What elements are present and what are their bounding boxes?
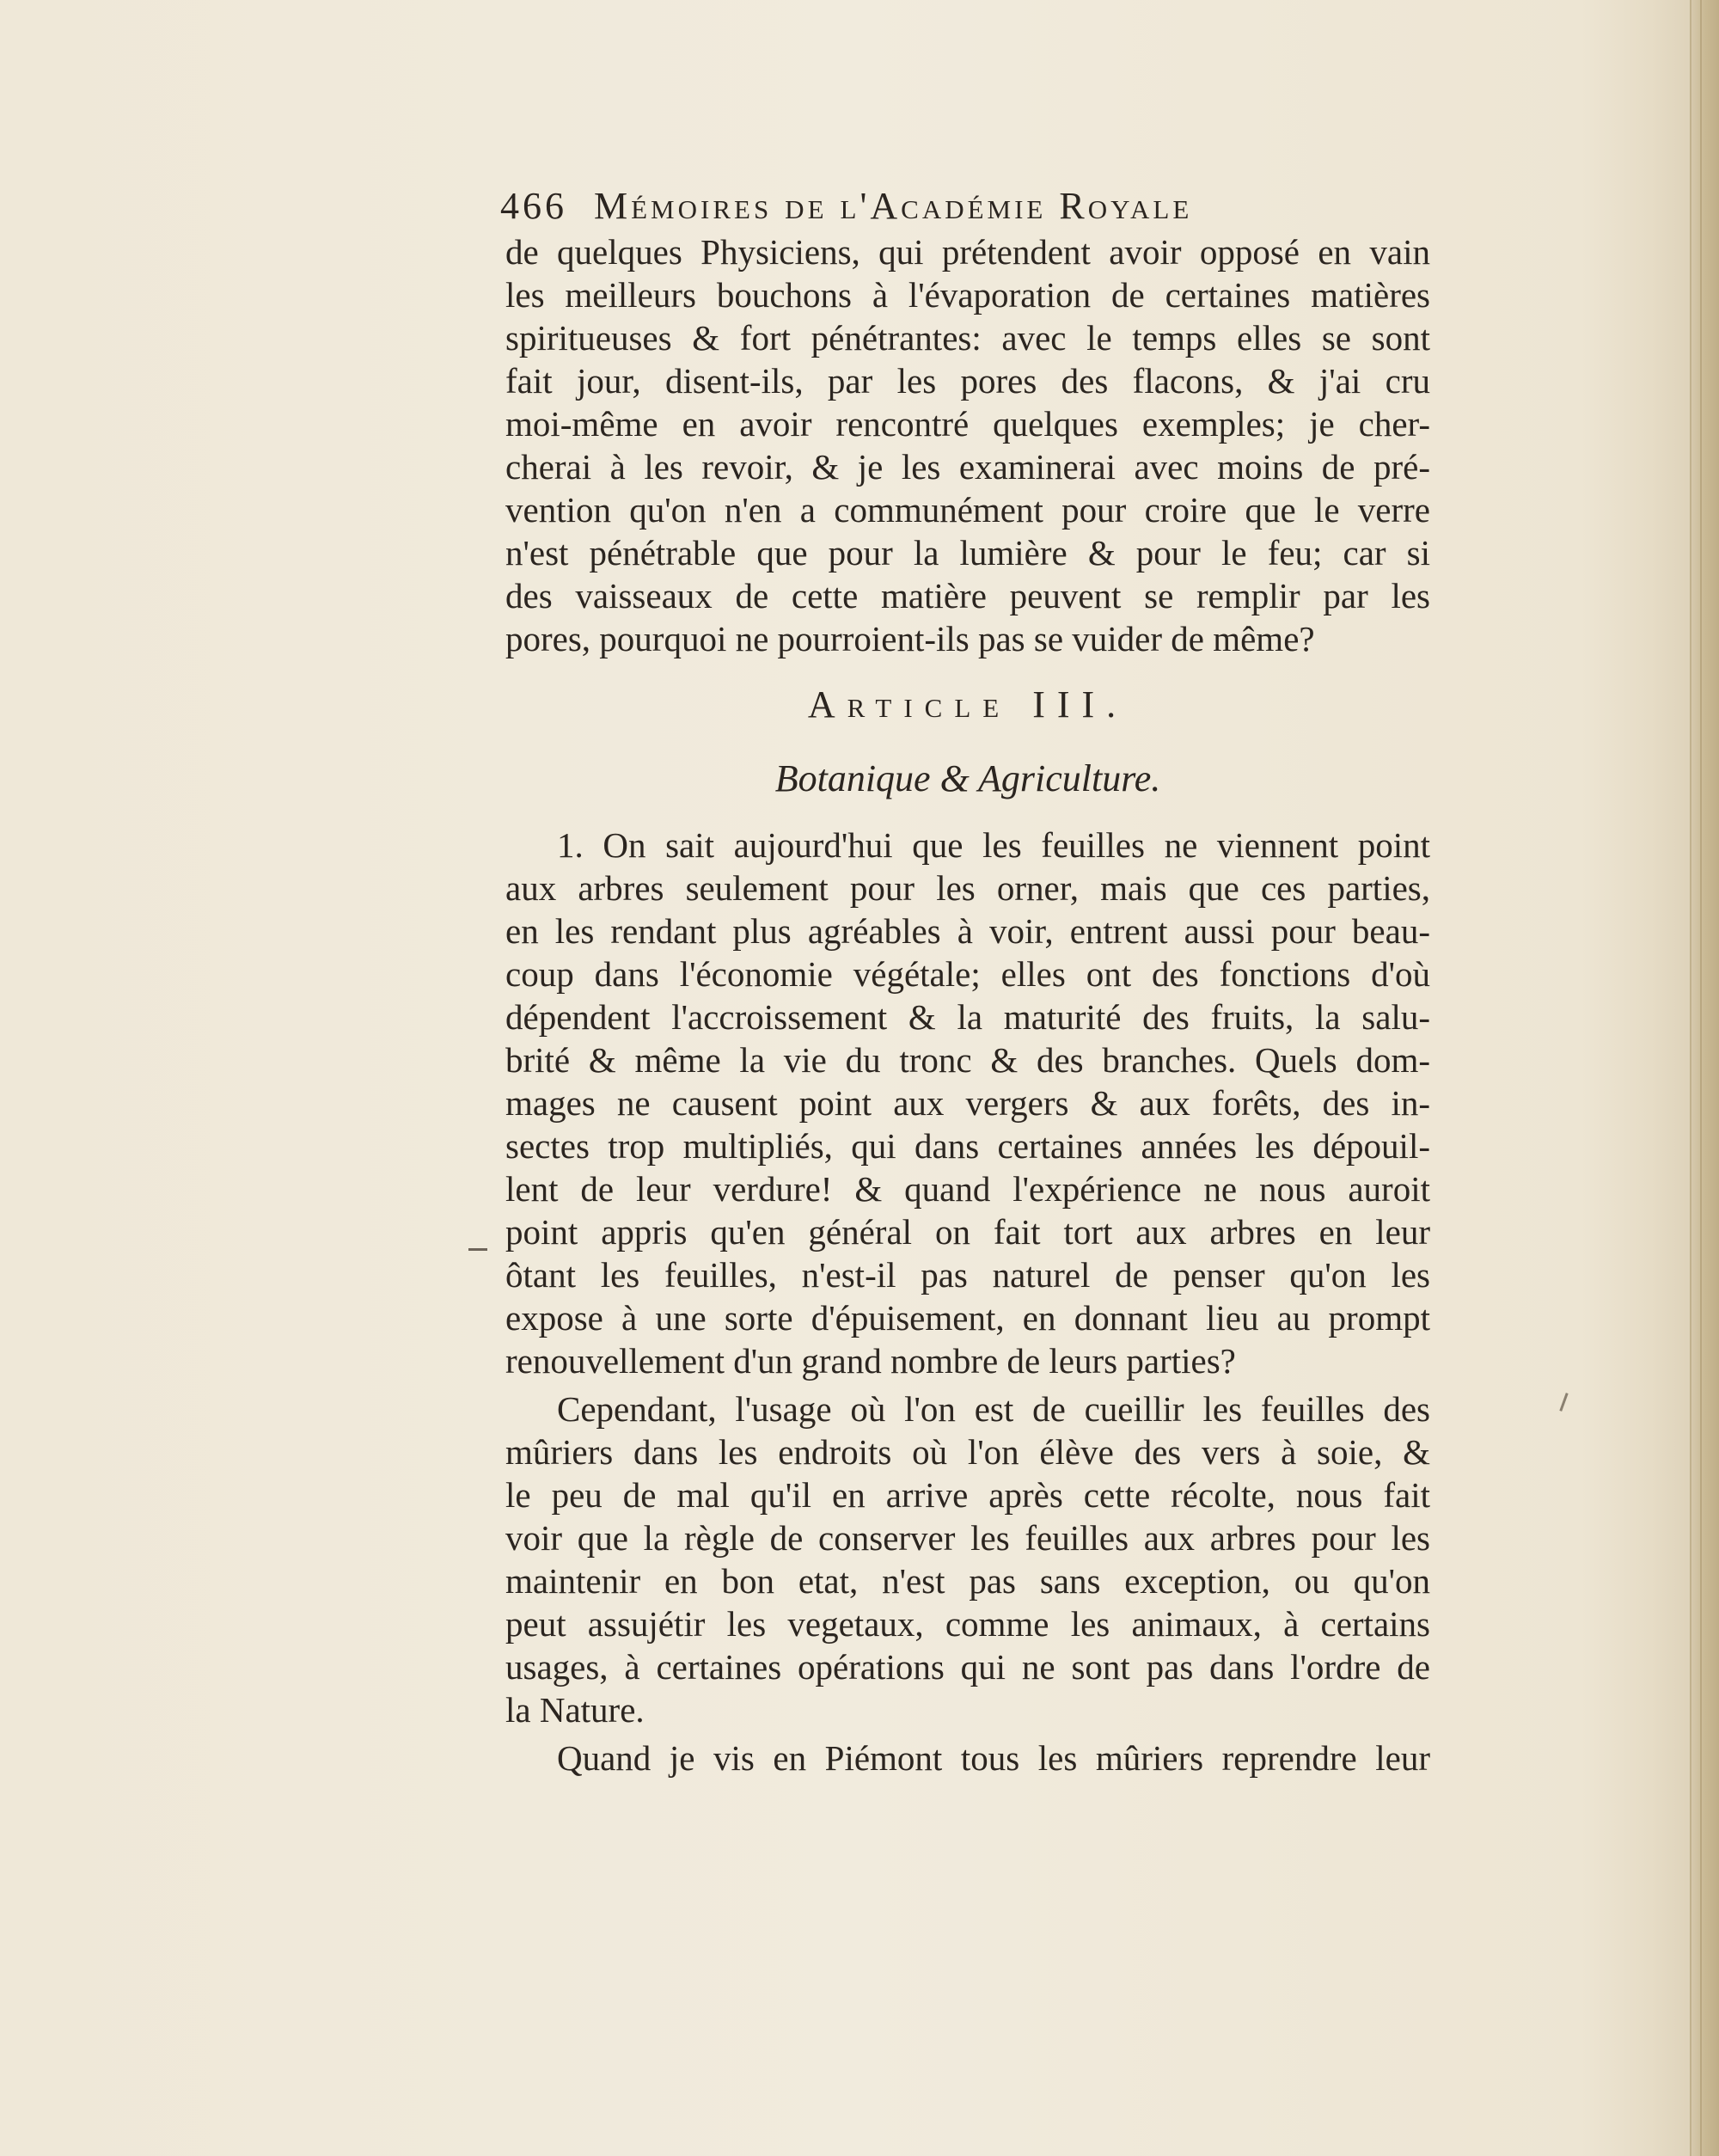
text-line: ôtant les feuilles, n'est-il pas naturel de penser qu'on les [505, 1255, 1430, 1295]
running-head [500, 182, 1430, 230]
text-line: n'est pénétrable que pour la lumière & pour le feu; car si [505, 533, 1430, 573]
text-line: usages, à certaines opérations qui ne sont pas dans l'ordre de [505, 1647, 1430, 1687]
text-line: le peu de mal qu'il en arrive après cette récolte, nous fait [505, 1475, 1430, 1515]
running-title: Mémoires de l'Académie Royale [594, 185, 1193, 227]
text-line: aux arbres seulement pour les orner, mais que ces parties, [505, 868, 1430, 908]
text-line: sectes trop multipliés, qui dans certaines années les dépouil- [505, 1126, 1430, 1166]
text-block [500, 182, 1430, 1779]
margin-mark [1559, 1393, 1568, 1412]
paragraph-top [505, 230, 1430, 660]
text-line: point appris qu'en général on fait tort aux arbres en leur [505, 1212, 1430, 1252]
paragraph-2 [505, 1387, 1430, 1731]
text-line: de quelques Physiciens, qui prétendent avoir opposé en vain [505, 232, 1430, 272]
text-line: fait jour, disent-ils, par les pores des flacons, & j'ai cru [505, 361, 1430, 401]
text-line: lent de leur verdure! & quand l'expérience ne nous auroit [505, 1169, 1430, 1209]
paragraph-3 [505, 1736, 1430, 1779]
margin-mark [468, 1248, 487, 1251]
text-line: des vaisseaux de cette matière peuvent se remplir par les [505, 576, 1430, 616]
article-title: Article III. [807, 683, 1129, 726]
text-line: la Nature. [505, 1690, 645, 1730]
text-line: en les rendant plus agréables à voir, entrent aussi pour beau- [505, 911, 1430, 951]
text-line: renouvellement d'un grand nombre de leurs parties? [505, 1341, 1236, 1381]
text-line: 1. On sait aujourd'hui que les feuilles ne viennent point [557, 825, 1430, 865]
page-edge-line [1700, 0, 1702, 2156]
paragraph-1 [505, 824, 1430, 1382]
text-line: expose à une sorte d'épuisement, en donnant lieu au prompt [505, 1298, 1430, 1338]
text-line: cherai à les revoir, & je les examinerai avec moins de pré- [505, 447, 1430, 487]
text-line: vention qu'on n'en a communément pour croire que le verre [505, 490, 1430, 530]
text-line: dépendent l'accroissement & la maturité des fruits, la salu- [505, 997, 1430, 1037]
section-title: Botanique & Agriculture. [774, 757, 1161, 799]
text-line: Cependant, l'usage où l'on est de cueillir les feuilles des [557, 1389, 1430, 1429]
text-line: les meilleurs bouchons à l'évaporation de certaines matières [505, 275, 1430, 315]
text-line: coup dans l'économie végétale; elles ont des fonctions d'où [505, 954, 1430, 994]
text-line: maintenir en bon etat, n'est pas sans exception, ou qu'on [505, 1561, 1430, 1601]
text-line: spiritueuses & fort pénétrantes: avec le temps elles se sont [505, 318, 1430, 358]
text-line: peut assujétir les vegetaux, comme les animaux, à certains [505, 1604, 1430, 1644]
page-edge [1690, 0, 1719, 2156]
page-number: 466 [500, 185, 567, 227]
text-line: voir que la règle de conserver les feuilles aux arbres pour les [505, 1518, 1430, 1558]
text-line: Quand je vis en Piémont tous les mûriers reprendre leur [557, 1738, 1430, 1778]
text-line: mûriers dans les endroits où l'on élève des vers à soie, & [505, 1432, 1430, 1472]
text-line: mages ne causent point aux vergers & aux forêts, des in- [505, 1083, 1430, 1123]
text-line: brité & même la vie du tronc & des branches. Quels dom- [505, 1040, 1430, 1080]
text-line: pores, pourquoi ne pourroient-ils pas se vuider de même? [505, 619, 1315, 658]
text-line: moi-même en avoir rencontré quelques exemples; je cher- [505, 404, 1430, 444]
